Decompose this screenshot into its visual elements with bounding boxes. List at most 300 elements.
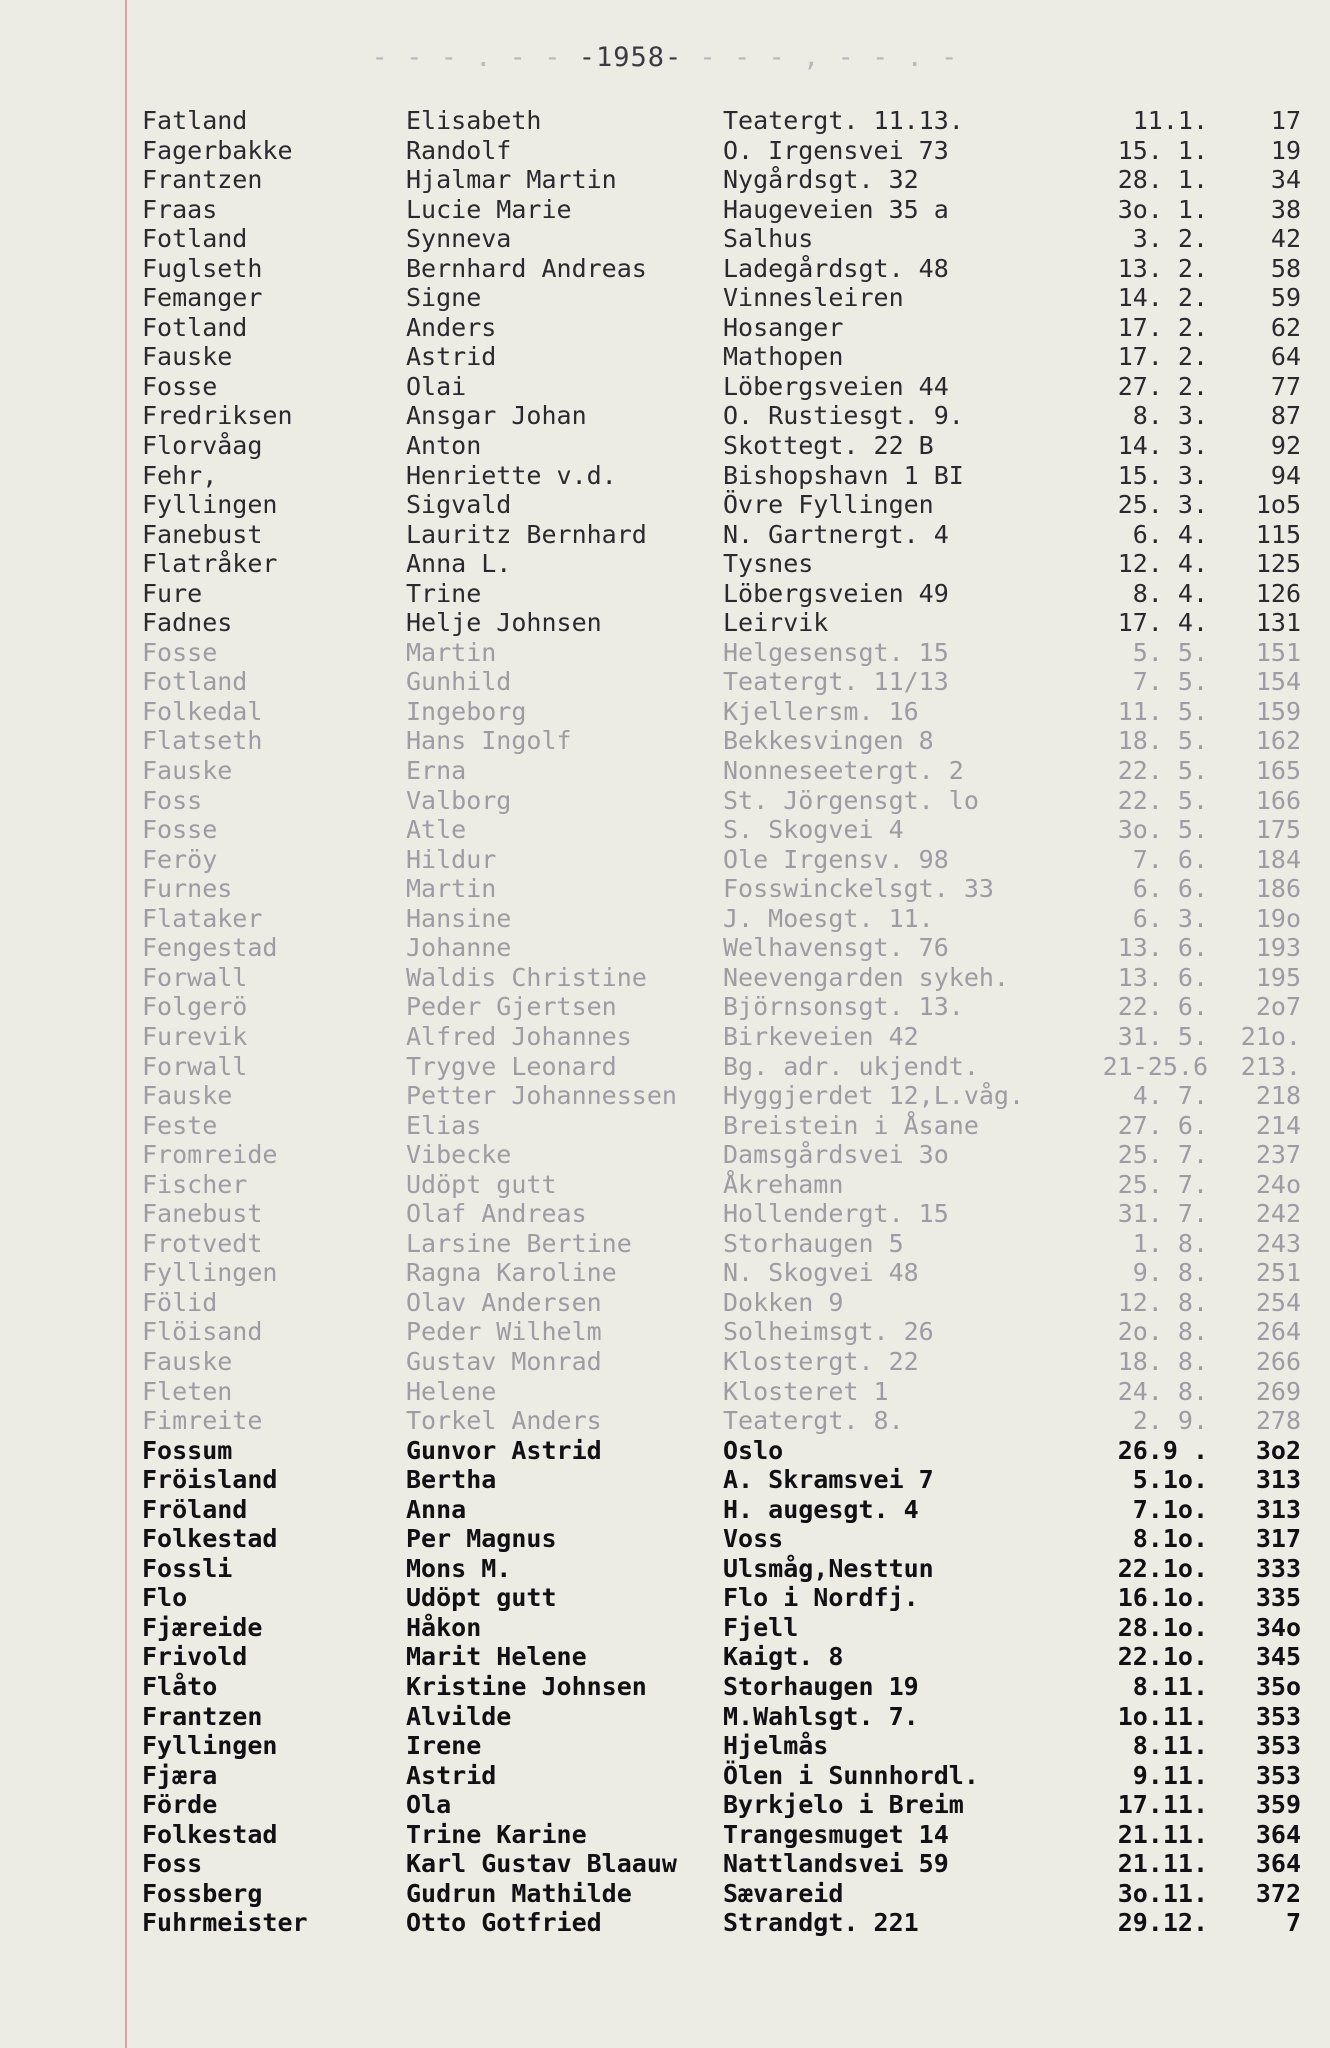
row-address: Damsgårdsvei 3o bbox=[723, 1140, 949, 1170]
row-date: 7.1o. bbox=[1132, 1494, 1208, 1524]
row-number: 17 bbox=[1270, 106, 1301, 135]
row-number: 62 bbox=[1270, 312, 1301, 342]
row-number: 92 bbox=[1270, 431, 1301, 461]
row-number: 243 bbox=[1255, 1228, 1301, 1258]
register-row bbox=[0, 1347, 1330, 1377]
row-date: 3o.11. bbox=[1117, 1878, 1208, 1908]
row-address: Åkrehamn bbox=[723, 1169, 844, 1199]
row-number: 166 bbox=[1255, 785, 1301, 815]
row-first-name: Peder Wilhelm bbox=[406, 1317, 602, 1347]
register-row bbox=[0, 1317, 1330, 1347]
register-row bbox=[0, 1879, 1330, 1909]
row-first-name: Gunhild bbox=[406, 667, 512, 697]
register-row bbox=[0, 106, 1330, 136]
row-date: 28. 1. bbox=[1117, 165, 1208, 195]
row-date: 3o. 1. bbox=[1117, 194, 1208, 224]
row-first-name: Martin bbox=[406, 637, 497, 667]
row-surname: Fosse bbox=[142, 637, 218, 667]
row-surname: Folgerö bbox=[142, 992, 248, 1022]
row-date: 22. 5. bbox=[1117, 785, 1208, 815]
row-surname: Fossli bbox=[142, 1553, 233, 1583]
row-date: 16.1o. bbox=[1117, 1583, 1208, 1613]
register-row bbox=[0, 1731, 1330, 1761]
row-surname: Fadnes bbox=[142, 608, 233, 638]
row-number: 175 bbox=[1255, 815, 1301, 845]
register-row bbox=[0, 1199, 1330, 1229]
row-date: 1o.11. bbox=[1117, 1701, 1208, 1731]
row-number: 34o bbox=[1255, 1612, 1301, 1642]
row-first-name: Helje Johnsen bbox=[406, 608, 602, 638]
row-surname: Feröy bbox=[142, 844, 218, 874]
row-date: 13. 6. bbox=[1117, 962, 1208, 992]
row-date: 6. 6. bbox=[1132, 874, 1208, 904]
register-row bbox=[0, 1790, 1330, 1820]
row-surname: Flåto bbox=[142, 1671, 218, 1701]
row-first-name: Vibecke bbox=[406, 1140, 512, 1170]
row-number: 214 bbox=[1255, 1110, 1301, 1140]
row-surname: Fyllingen bbox=[142, 1731, 278, 1761]
register-row bbox=[0, 549, 1330, 579]
row-surname: Fossum bbox=[142, 1435, 233, 1465]
row-first-name: Ragna Karoline bbox=[406, 1258, 617, 1288]
row-address: Ölen i Sunnhordl. bbox=[723, 1760, 979, 1790]
row-date: 11. 5. bbox=[1117, 696, 1208, 726]
row-date: 5.1o. bbox=[1132, 1465, 1208, 1495]
row-first-name: Håkon bbox=[406, 1612, 482, 1642]
row-first-name: Trine bbox=[406, 578, 482, 608]
row-address: Nonneseetergt. 2 bbox=[723, 756, 964, 786]
row-surname: Fleten bbox=[142, 1376, 233, 1406]
row-first-name: Astrid bbox=[406, 342, 497, 372]
register-row bbox=[0, 342, 1330, 372]
row-date: 8.11. bbox=[1132, 1731, 1208, 1761]
row-date: 21.11. bbox=[1117, 1849, 1208, 1879]
row-date: 2. 9. bbox=[1132, 1406, 1208, 1436]
row-first-name: Johanne bbox=[406, 933, 512, 963]
row-surname: Flöisand bbox=[142, 1317, 263, 1347]
row-address: Trangesmuget 14 bbox=[723, 1819, 949, 1849]
row-surname: Fossberg bbox=[142, 1878, 263, 1908]
row-number: 1o5 bbox=[1255, 490, 1301, 520]
row-date: 9. 8. bbox=[1132, 1258, 1208, 1288]
row-date: 7. 6. bbox=[1132, 844, 1208, 874]
row-surname: Flatseth bbox=[142, 726, 263, 756]
row-first-name: Udöpt gutt bbox=[406, 1583, 557, 1613]
row-date: 3. 2. bbox=[1132, 224, 1208, 254]
row-first-name: Kristine Johnsen bbox=[406, 1671, 647, 1701]
row-date: 25. 7. bbox=[1117, 1169, 1208, 1199]
row-address: Ladegårdsgt. 48 bbox=[723, 253, 949, 283]
row-address: Löbergsveien 44 bbox=[723, 371, 949, 401]
row-address: O. Irgensvei 73 bbox=[723, 135, 949, 165]
register-row bbox=[0, 313, 1330, 343]
row-first-name: Olai bbox=[406, 371, 467, 401]
row-surname: Furevik bbox=[142, 1021, 248, 1051]
row-first-name: Anna bbox=[406, 1494, 467, 1524]
row-address: Fosswinckelsgt. 33 bbox=[723, 874, 994, 904]
row-number: 58 bbox=[1270, 253, 1301, 283]
row-date: 14. 2. bbox=[1117, 283, 1208, 313]
row-date: 17. 4. bbox=[1117, 608, 1208, 638]
row-first-name: Erna bbox=[406, 756, 467, 786]
row-date: 6. 4. bbox=[1132, 519, 1208, 549]
row-date: 27. 6. bbox=[1117, 1110, 1208, 1140]
register-row bbox=[0, 1849, 1330, 1879]
row-date: 2o. 8. bbox=[1117, 1317, 1208, 1347]
row-surname: Fosse bbox=[142, 371, 218, 401]
row-date: 5. 5. bbox=[1132, 637, 1208, 667]
register-row bbox=[0, 963, 1330, 993]
row-first-name: Olav Andersen bbox=[406, 1287, 602, 1317]
row-surname: Folkestad bbox=[142, 1819, 278, 1849]
register-row bbox=[0, 874, 1330, 904]
row-surname: Fröisland bbox=[142, 1465, 278, 1495]
row-date: 18. 5. bbox=[1117, 726, 1208, 756]
row-surname: Forwall bbox=[142, 1051, 248, 1081]
row-number: 237 bbox=[1255, 1140, 1301, 1170]
register-row bbox=[0, 1465, 1330, 1495]
row-surname: Fosse bbox=[142, 815, 218, 845]
register-row bbox=[0, 490, 1330, 520]
register-row bbox=[0, 638, 1330, 668]
header-dashes-left: - - - . - - bbox=[371, 42, 579, 73]
row-first-name: Udöpt gutt bbox=[406, 1169, 557, 1199]
register-row bbox=[0, 608, 1330, 638]
row-surname: Feste bbox=[142, 1110, 218, 1140]
row-number: 333 bbox=[1255, 1553, 1301, 1583]
row-date: 17.11. bbox=[1117, 1790, 1208, 1820]
row-address: Övre Fyllingen bbox=[723, 490, 934, 520]
row-surname: Fauske bbox=[142, 342, 233, 372]
row-address: Neevengarden sykeh. bbox=[723, 962, 1009, 992]
row-surname: Fuhrmeister bbox=[142, 1908, 308, 1938]
row-first-name: Irene bbox=[406, 1731, 482, 1761]
register-row bbox=[0, 195, 1330, 225]
row-first-name: Hans Ingolf bbox=[406, 726, 572, 756]
register-row bbox=[0, 1229, 1330, 1259]
row-first-name: Atle bbox=[406, 815, 467, 845]
row-number: 154 bbox=[1255, 667, 1301, 697]
register-row bbox=[0, 845, 1330, 875]
row-first-name: Lauritz Bernhard bbox=[406, 519, 647, 549]
row-number: 94 bbox=[1270, 460, 1301, 490]
row-date: 11.1. bbox=[1132, 106, 1208, 135]
row-address: Storhaugen 5 bbox=[723, 1228, 904, 1258]
row-address: Haugeveien 35 a bbox=[723, 194, 949, 224]
row-date: 15. 3. bbox=[1117, 460, 1208, 490]
row-address: Hjelmås bbox=[723, 1731, 829, 1761]
row-number: 77 bbox=[1270, 371, 1301, 401]
row-address: Bekkesvingen 8 bbox=[723, 726, 934, 756]
row-address: O. Rustiesgt. 9. bbox=[723, 401, 964, 431]
row-address: Ulsmåg,Nesttun bbox=[723, 1553, 934, 1583]
row-address: Kjellersm. 16 bbox=[723, 696, 919, 726]
register-row bbox=[0, 1140, 1330, 1170]
row-address: Welhavensgt. 76 bbox=[723, 933, 949, 963]
row-surname: Fjæra bbox=[142, 1760, 218, 1790]
row-date: 22. 5. bbox=[1117, 756, 1208, 786]
row-number: 59 bbox=[1270, 283, 1301, 313]
row-first-name: Karl Gustav Blaauw bbox=[406, 1849, 677, 1879]
row-surname: Förde bbox=[142, 1790, 218, 1820]
row-date: 1. 8. bbox=[1132, 1228, 1208, 1258]
row-first-name: Per Magnus bbox=[406, 1524, 557, 1554]
row-number: 313 bbox=[1255, 1494, 1301, 1524]
register-row bbox=[0, 1170, 1330, 1200]
row-number: 131 bbox=[1255, 608, 1301, 638]
row-first-name: Peder Gjertsen bbox=[406, 992, 617, 1022]
row-surname: Fauske bbox=[142, 1081, 233, 1111]
register-row bbox=[0, 1081, 1330, 1111]
row-address: St. Jörgensgt. lo bbox=[723, 785, 979, 815]
row-surname: Folkestad bbox=[142, 1524, 278, 1554]
row-first-name: Torkel Anders bbox=[406, 1406, 602, 1436]
row-date: 8. 4. bbox=[1132, 578, 1208, 608]
register-row bbox=[0, 1554, 1330, 1584]
row-date: 22.1o. bbox=[1117, 1642, 1208, 1672]
row-date: 25. 3. bbox=[1117, 490, 1208, 520]
row-date: 17. 2. bbox=[1117, 312, 1208, 342]
row-surname: Fagerbakke bbox=[142, 135, 293, 165]
register-row bbox=[0, 283, 1330, 313]
row-number: 353 bbox=[1255, 1731, 1301, 1761]
row-surname: Fölid bbox=[142, 1287, 218, 1317]
row-first-name: Bertha bbox=[406, 1465, 497, 1495]
row-surname: Fengestad bbox=[142, 933, 278, 963]
row-date: 21.11. bbox=[1117, 1819, 1208, 1849]
row-number: 34 bbox=[1270, 165, 1301, 195]
row-address: Leirvik bbox=[723, 608, 829, 638]
row-date: 24. 8. bbox=[1117, 1376, 1208, 1406]
row-first-name: Helene bbox=[406, 1376, 497, 1406]
row-address: Fjell bbox=[723, 1612, 799, 1642]
row-surname: Folkedal bbox=[142, 696, 263, 726]
row-first-name: Lucie Marie bbox=[406, 194, 572, 224]
register-row bbox=[0, 1288, 1330, 1318]
row-date: 31. 5. bbox=[1117, 1021, 1208, 1051]
register-row bbox=[0, 520, 1330, 550]
row-number: 345 bbox=[1255, 1642, 1301, 1672]
row-number: 364 bbox=[1255, 1819, 1301, 1849]
row-first-name: Signe bbox=[406, 283, 482, 313]
row-surname: Frotvedt bbox=[142, 1228, 263, 1258]
row-address: Bishopshavn 1 BI bbox=[723, 460, 964, 490]
register-row bbox=[0, 667, 1330, 697]
row-address: Ole Irgensv. 98 bbox=[723, 844, 949, 874]
row-address: Bg. adr. ukjendt. bbox=[723, 1051, 979, 1081]
row-date: 4. 7. bbox=[1132, 1081, 1208, 1111]
row-number: 242 bbox=[1255, 1199, 1301, 1229]
row-date: 18. 8. bbox=[1117, 1346, 1208, 1376]
row-surname: Furnes bbox=[142, 874, 233, 904]
row-number: 266 bbox=[1255, 1346, 1301, 1376]
row-first-name: Larsine Bertine bbox=[406, 1228, 632, 1258]
row-number: 165 bbox=[1255, 756, 1301, 786]
row-first-name: Trygve Leonard bbox=[406, 1051, 617, 1081]
row-date: 9.11. bbox=[1132, 1760, 1208, 1790]
register-row bbox=[0, 1052, 1330, 1082]
row-surname: Fischer bbox=[142, 1169, 248, 1199]
row-surname: Florvåag bbox=[142, 431, 263, 461]
row-address: Teatergt. 11.13. bbox=[723, 106, 964, 135]
register-row bbox=[0, 1524, 1330, 1554]
row-address: A. Skramsvei 7 bbox=[723, 1465, 934, 1495]
row-surname: Fotland bbox=[142, 667, 248, 697]
row-date: 6. 3. bbox=[1132, 903, 1208, 933]
row-first-name: Ingeborg bbox=[406, 696, 527, 726]
row-date: 15. 1. bbox=[1117, 135, 1208, 165]
row-first-name: Marit Helene bbox=[406, 1642, 587, 1672]
row-address: Dokken 9 bbox=[723, 1287, 844, 1317]
row-first-name: Alfred Johannes bbox=[406, 1021, 632, 1051]
row-number: 313 bbox=[1255, 1465, 1301, 1495]
register-row bbox=[0, 1022, 1330, 1052]
row-number: 19 bbox=[1270, 135, 1301, 165]
row-number: 21o. bbox=[1240, 1021, 1301, 1051]
row-number: 372 bbox=[1255, 1878, 1301, 1908]
register-row bbox=[0, 1111, 1330, 1141]
row-first-name: Mons M. bbox=[406, 1553, 512, 1583]
row-address: Löbergsveien 49 bbox=[723, 578, 949, 608]
row-address: Skottegt. 22 B bbox=[723, 431, 934, 461]
row-number: 218 bbox=[1255, 1081, 1301, 1111]
row-number: 151 bbox=[1255, 637, 1301, 667]
row-first-name: Synneva bbox=[406, 224, 512, 254]
register-row bbox=[0, 1436, 1330, 1466]
row-address: Hollendergt. 15 bbox=[723, 1199, 949, 1229]
register-row bbox=[0, 1495, 1330, 1525]
register-row bbox=[0, 1672, 1330, 1702]
register-row bbox=[0, 1908, 1330, 1938]
row-date: 13. 6. bbox=[1117, 933, 1208, 963]
row-number: 353 bbox=[1255, 1701, 1301, 1731]
row-first-name: Ansgar Johan bbox=[406, 401, 587, 431]
row-first-name: Anders bbox=[406, 312, 497, 342]
register-list bbox=[0, 106, 1330, 1938]
row-date: 3o. 5. bbox=[1117, 815, 1208, 845]
row-address: Flo i Nordfj. bbox=[723, 1583, 919, 1613]
row-date: 22. 6. bbox=[1117, 992, 1208, 1022]
row-date: 29.12. bbox=[1117, 1908, 1208, 1938]
row-address: Björnsonsgt. 13. bbox=[723, 992, 964, 1022]
row-number: 19o bbox=[1255, 903, 1301, 933]
row-surname: Fehr, bbox=[142, 460, 218, 490]
register-row bbox=[0, 1613, 1330, 1643]
row-surname: Frivold bbox=[142, 1642, 248, 1672]
row-surname: Foss bbox=[142, 785, 203, 815]
register-row bbox=[0, 726, 1330, 756]
register-row bbox=[0, 372, 1330, 402]
row-address: Nattlandsvei 59 bbox=[723, 1849, 949, 1879]
row-address: M.Wahlsgt. 7. bbox=[723, 1701, 919, 1731]
row-address: N. Gartnergt. 4 bbox=[723, 519, 949, 549]
row-first-name: Astrid bbox=[406, 1760, 497, 1790]
row-first-name: Gudrun Mathilde bbox=[406, 1878, 632, 1908]
row-number: 254 bbox=[1255, 1287, 1301, 1317]
register-row bbox=[0, 992, 1330, 1022]
row-first-name: Hjalmar Martin bbox=[406, 165, 617, 195]
row-surname: Forwall bbox=[142, 962, 248, 992]
header-dashes-right: - - - , - - . - bbox=[682, 42, 959, 73]
row-number: 264 bbox=[1255, 1317, 1301, 1347]
row-address: Salhus bbox=[723, 224, 814, 254]
row-first-name: Ola bbox=[406, 1790, 452, 1820]
row-surname: Fyllingen bbox=[142, 1258, 278, 1288]
row-address: Nygårdsgt. 32 bbox=[723, 165, 919, 195]
row-surname: Fotland bbox=[142, 224, 248, 254]
row-date: 14. 3. bbox=[1117, 431, 1208, 461]
row-surname: Fure bbox=[142, 578, 203, 608]
register-row bbox=[0, 756, 1330, 786]
row-number: 195 bbox=[1255, 962, 1301, 992]
row-address: Klostergt. 22 bbox=[723, 1346, 919, 1376]
register-row bbox=[0, 815, 1330, 845]
row-number: 24o bbox=[1255, 1169, 1301, 1199]
row-date: 27. 2. bbox=[1117, 371, 1208, 401]
page-year: -1958- bbox=[578, 42, 683, 73]
register-row bbox=[0, 1583, 1330, 1613]
row-first-name: Gunvor Astrid bbox=[406, 1435, 602, 1465]
register-row bbox=[0, 1406, 1330, 1436]
row-surname: Fauske bbox=[142, 1346, 233, 1376]
row-date: 26.9 . bbox=[1117, 1435, 1208, 1465]
row-address: Solheimsgt. 26 bbox=[723, 1317, 934, 1347]
row-address: Helgesensgt. 15 bbox=[723, 637, 949, 667]
row-first-name: Sigvald bbox=[406, 490, 512, 520]
row-number: 3o2 bbox=[1255, 1435, 1301, 1465]
page-header bbox=[0, 42, 1330, 73]
row-address: Oslo bbox=[723, 1435, 784, 1465]
row-date: 22.1o. bbox=[1117, 1553, 1208, 1583]
row-date: 12. 8. bbox=[1117, 1287, 1208, 1317]
row-first-name: Henriette v.d. bbox=[406, 460, 617, 490]
row-date: 21-25.6 bbox=[1102, 1051, 1208, 1081]
row-address: Klosteret 1 bbox=[723, 1376, 889, 1406]
row-address: Byrkjelo i Breim bbox=[723, 1790, 964, 1820]
row-date: 17. 2. bbox=[1117, 342, 1208, 372]
row-surname: Fredriksen bbox=[142, 401, 293, 431]
row-surname: Fyllingen bbox=[142, 490, 278, 520]
row-surname: Foss bbox=[142, 1849, 203, 1879]
row-surname: Fuglseth bbox=[142, 253, 263, 283]
row-number: 125 bbox=[1255, 549, 1301, 579]
row-first-name: Olaf Andreas bbox=[406, 1199, 587, 1229]
row-surname: Frantzen bbox=[142, 165, 263, 195]
row-address: Hosanger bbox=[723, 312, 844, 342]
row-first-name: Martin bbox=[406, 874, 497, 904]
row-date: 8. 3. bbox=[1132, 401, 1208, 431]
register-row bbox=[0, 786, 1330, 816]
register-row bbox=[0, 254, 1330, 284]
row-number: 193 bbox=[1255, 933, 1301, 963]
row-date: 28.1o. bbox=[1117, 1612, 1208, 1642]
row-first-name: Anton bbox=[406, 431, 482, 461]
row-address: Teatergt. 11/13 bbox=[723, 667, 949, 697]
row-date: 13. 2. bbox=[1117, 253, 1208, 283]
row-date: 12. 4. bbox=[1117, 549, 1208, 579]
register-row bbox=[0, 1258, 1330, 1288]
row-surname: Flatråker bbox=[142, 549, 278, 579]
register-row bbox=[0, 136, 1330, 166]
row-first-name: Randolf bbox=[406, 135, 512, 165]
row-first-name: Petter Johannessen bbox=[406, 1081, 677, 1111]
row-number: 162 bbox=[1255, 726, 1301, 756]
row-number: 335 bbox=[1255, 1583, 1301, 1613]
row-address: Storhaugen 19 bbox=[723, 1671, 919, 1701]
register-row bbox=[0, 401, 1330, 431]
row-date: 8.1o. bbox=[1132, 1524, 1208, 1554]
row-first-name: Bernhard Andreas bbox=[406, 253, 647, 283]
